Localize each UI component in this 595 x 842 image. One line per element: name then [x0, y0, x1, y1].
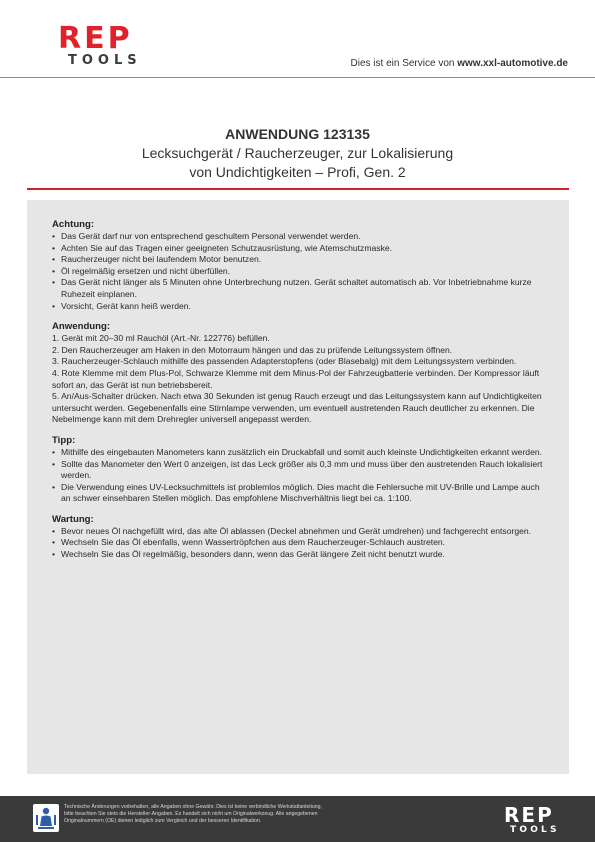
list-item: • Sollte das Manometer den Wert 0 anzeigen, ist das Leck größer als 0,3 mm und muss über den austretenden Rauch lokalisiert werden.: [52, 458, 543, 481]
title-main: ANWENDUNG 123135: [225, 126, 370, 142]
logo-letter: E: [521, 803, 536, 827]
section-tipp: [52, 435, 547, 505]
logo-tools-text: TOOLS: [68, 53, 142, 68]
logo-letter: R: [504, 803, 520, 827]
title-divider: [27, 188, 569, 190]
document-title: [0, 125, 595, 182]
bullet-icon: •: [52, 525, 56, 536]
mechanic-icon: [33, 804, 59, 832]
bullet-icon: •: [52, 537, 56, 548]
bullet-icon: •: [52, 277, 56, 288]
service-note: [351, 58, 568, 69]
logo-letter: P: [537, 803, 552, 827]
footer-disclaimer: Technische Änderungen vorbehalten, alle Angaben ohne Gewähr. Dies ist keine verbindliche Werkstattanleitung, bitte beachten Sie stets die Hersteller-Angaben. Es handelt sich nicht um Originalwerkzeug. Alle angegebenen Originalnummern (OE) dienen lediglich zum Vergleich und der besseren Identifikation.: [64, 804, 322, 824]
section-wartung: [52, 514, 547, 561]
bullet-icon: •: [52, 231, 56, 241]
bullet-icon: •: [52, 254, 56, 265]
service-prefix: Dies ist ein Service von: [350, 58, 458, 69]
section-heading: Tipp:: [52, 434, 76, 446]
bullet-icon: •: [52, 300, 56, 311]
header-divider: [0, 77, 595, 78]
logo-rep-letters: [58, 21, 130, 56]
list-item: • Achten Sie auf das Tragen einer geeigneten Schutzausrüstung, wie Atemschutzmaske.: [52, 242, 393, 253]
numbered-item: 5. An/Aus-Schalter drücken. Nach etwa 30 Sekunden ist genug Rauch erzeugt und das Leitungssystem kann auf Undichtigkeiten untersucht werden. Gegebenenfalls eine Stirnlampe verwenden, um eventuell austretenden Rauch deutlicher zu erkennen. Die Nebelmenge kann mit dem Drehregler universell angepasst werden.: [52, 391, 542, 425]
list-item: • Bevor neues Öl nachgefüllt wird, das alte Öl ablassen (Deckel abnehmen und Gerät umdrehen) und fachgerecht entsorgen.: [52, 525, 532, 536]
section-heading: Anwendung:: [52, 321, 111, 333]
section-anwendung: [52, 321, 547, 426]
list-item: • Mithilfe des eingebauten Manometers kann zusätzlich ein Druckabfall und somit auch kleinste Undichtigkeiten erkannt werden.: [52, 446, 543, 457]
section-heading: Wartung:: [52, 513, 94, 525]
instructions-panel: [27, 200, 569, 774]
section-heading: Achtung:: [52, 219, 95, 230]
bullet-icon: •: [52, 242, 56, 253]
numbered-item: 1. Gerät mit 20–30 ml Rauchöl (Art.-Nr. 122776) befüllen.: [52, 333, 270, 344]
list-item: • Öl regelmäßig ersetzen und nicht überfüllen.: [52, 265, 231, 276]
numbered-item: 4. Rote Klemme mit dem Plus-Pol, Schwarze Klemme mit dem Minus-Pol der Fahrzeugbatterie verbinden. Der Kompressor läuft sofort an, das Gerät ist nun betriebsbereit.: [52, 367, 540, 390]
list-item: • Raucherzeuger nicht bei laufendem Motor benutzen.: [52, 254, 262, 265]
footer-logo-rep: [504, 805, 574, 825]
rep-tools-logo: [58, 21, 164, 68]
bullet-icon: •: [52, 265, 56, 276]
numbered-item: 2. Den Raucherzeuger am Haken in den Motorraum hängen und das zu prüfende Leitungssystem öffnen.: [52, 344, 453, 355]
list-item: • Wechseln Sie das Öl regelmäßig, besonders dann, wenn das Gerät längere Zeit nicht benutzt wurde.: [52, 549, 445, 560]
title-line-2: von Undichtigkeiten – Profi, Gen. 2: [189, 164, 406, 180]
bullet-icon: •: [52, 446, 56, 457]
bullet-icon: •: [52, 549, 56, 560]
service-url-link[interactable]: www.xxl-automotive.de: [457, 58, 568, 69]
logo-letter: E: [84, 21, 105, 56]
list-item: • Das Gerät darf nur von entsprechend geschultem Personal verwendet werden.: [52, 231, 361, 241]
bullet-icon: •: [52, 458, 56, 469]
numbered-item: 3. Raucherzeuger-Schlauch mithilfe des passenden Adapterstopfens (oder Blasebalg) mit dem Leitungssystem verbinden.: [52, 356, 517, 367]
instructions-content: [52, 219, 547, 570]
logo-letter: P: [107, 21, 130, 56]
section-achtung: [52, 219, 547, 312]
bullet-icon: •: [52, 481, 56, 492]
list-item: • Das Gerät nicht länger als 5 Minuten ohne Unterbrechung nutzen. Gerät schaltet automatisch ab. Vor Inbetriebnahme kurze Ruhezeit einplanen.: [52, 277, 532, 299]
footer-logo-tools: TOOLS: [510, 825, 560, 835]
footer-logo: [504, 805, 574, 835]
logo-letter: R: [58, 21, 82, 56]
list-item: • Wechseln Sie das Öl ebenfalls, wenn Wassertröpfchen aus dem Raucherzeuger-Schlauch austreten.: [52, 537, 446, 548]
list-item: • Vorsicht, Gerät kann heiß werden.: [52, 300, 191, 311]
list-item: • Die Verwendung eines UV-Lecksuchmittels ist problemlos möglich. Dies macht die Fehlersuche mit UV-Brille und Lampe auch an schwer einsehbaren Stellen möglich. Das empfohlene Mischverhältnis liegt bei ca. 1:100.: [52, 481, 540, 504]
title-line-1: Lecksuchgerät / Raucherzeuger, zur Lokalisierung: [141, 145, 454, 161]
